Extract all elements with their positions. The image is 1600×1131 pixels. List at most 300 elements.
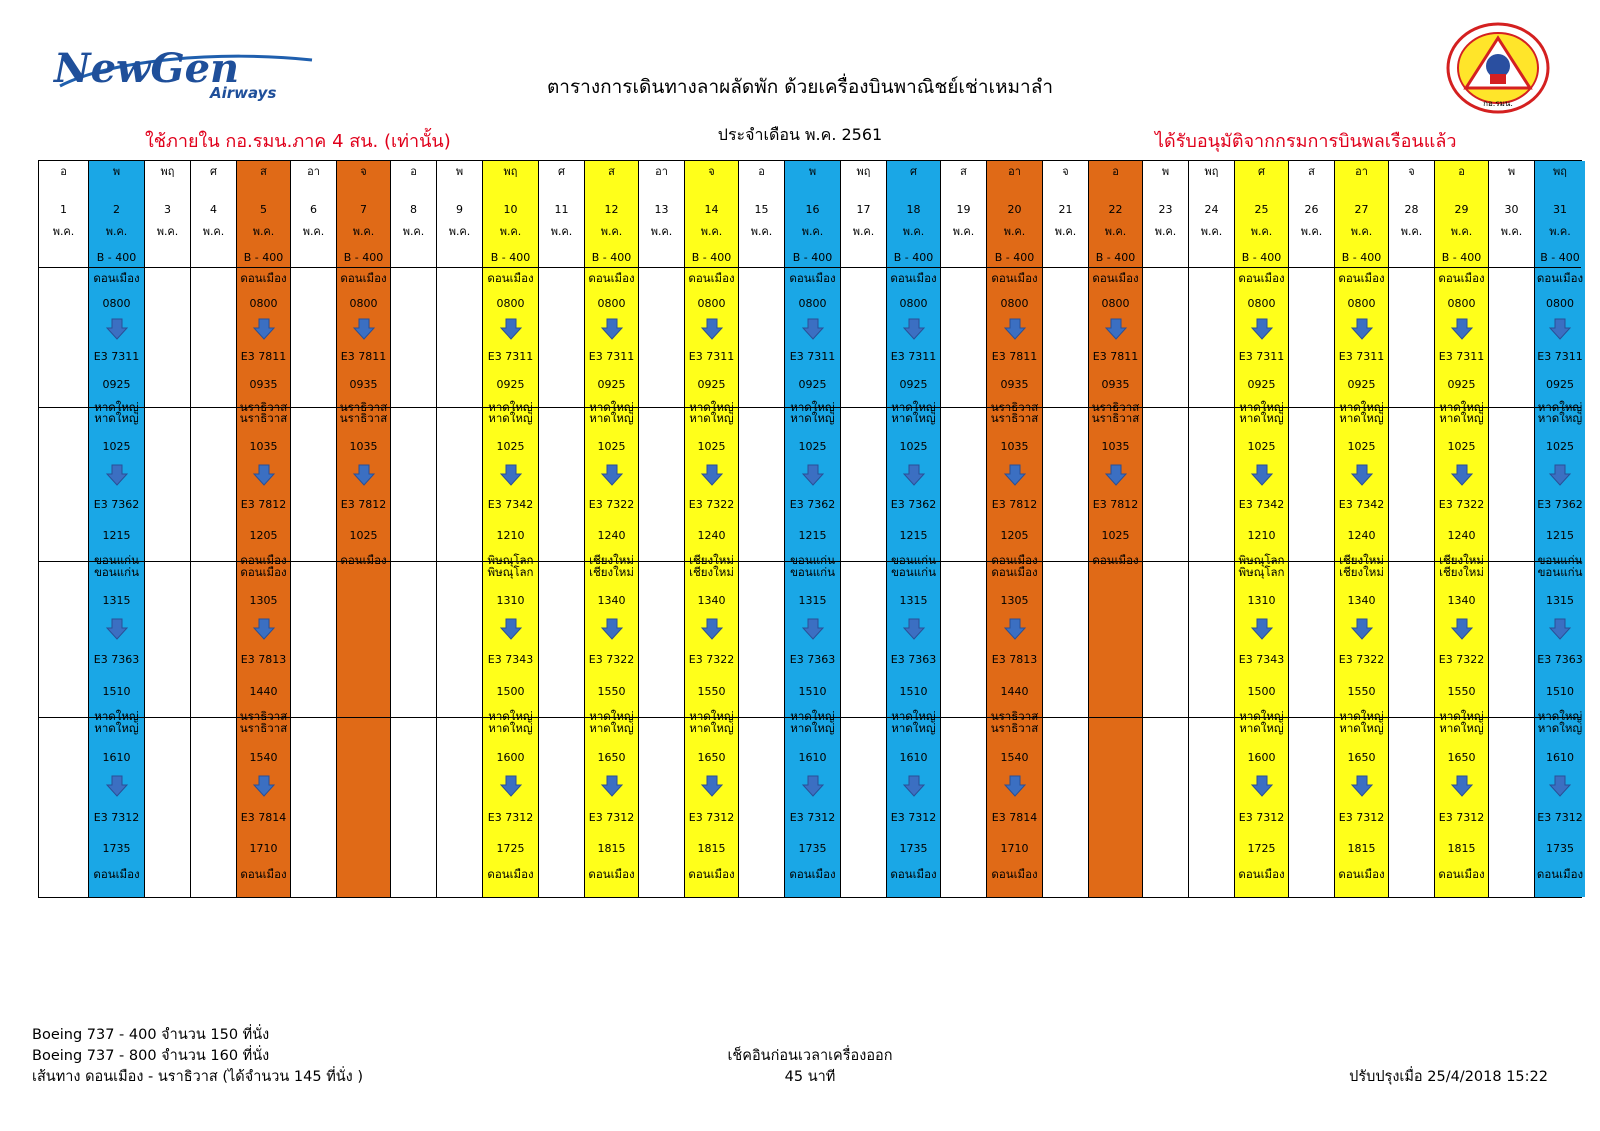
day-column-7 bbox=[337, 161, 391, 897]
aircraft-line-1: Boeing 737 - 400 จำนวน 150 ที่นั่ง bbox=[32, 1027, 270, 1043]
day-date: 25 bbox=[1254, 203, 1269, 216]
arrival-time: 0925 bbox=[697, 378, 726, 392]
day-date: 4 bbox=[210, 203, 217, 216]
destination-airport: ดอนเมือง bbox=[890, 866, 937, 881]
destination-airport: ดอนเมือง bbox=[789, 866, 836, 881]
destination-airport: ดอนเมือง bbox=[93, 866, 140, 881]
departure-time: 1650 bbox=[1347, 750, 1376, 764]
destination-airport: ขอนแก่น bbox=[94, 552, 139, 567]
origin-airport: นราธิวาส bbox=[339, 411, 388, 426]
day-month: พ.ค. bbox=[352, 225, 375, 238]
arrival-time: 0935 bbox=[1000, 378, 1029, 392]
day-month: พ.ค. bbox=[1154, 225, 1177, 238]
arrival-time: 1240 bbox=[597, 529, 626, 543]
day-column-6 bbox=[291, 161, 337, 897]
origin-airport: ดอนเมือง bbox=[1092, 270, 1139, 285]
day-date: 1 bbox=[60, 203, 67, 216]
departure-time: 1305 bbox=[1000, 594, 1029, 608]
day-of-week: ส bbox=[1308, 165, 1315, 178]
flight-number: E3 7322 bbox=[1438, 653, 1485, 667]
month-label: ประจำเดือน พ.ค. 2561 bbox=[717, 125, 883, 144]
origin-airport: ดอนเมือง bbox=[1238, 270, 1285, 285]
aircraft-type: B - 400 bbox=[490, 251, 531, 264]
day-column-25 bbox=[1235, 161, 1289, 897]
destination-airport: หาดใหญ่ bbox=[891, 708, 936, 723]
aircraft-type: B - 400 bbox=[1095, 251, 1136, 264]
arrival-time: 1510 bbox=[798, 684, 827, 698]
origin-airport: หาดใหญ่ bbox=[891, 721, 936, 736]
arrival-time: 1550 bbox=[1347, 684, 1376, 698]
arrival-time: 1510 bbox=[899, 684, 928, 698]
origin-airport: นราธิวาส bbox=[239, 411, 288, 426]
down-arrow-icon bbox=[601, 464, 623, 486]
origin-airport: หาดใหญ่ bbox=[488, 721, 533, 736]
down-arrow-icon bbox=[353, 318, 375, 340]
arrival-time: 1215 bbox=[102, 529, 131, 543]
day-date: 11 bbox=[554, 203, 569, 216]
departure-time: 0800 bbox=[102, 297, 131, 310]
arrival-time: 1815 bbox=[597, 842, 626, 856]
destination-airport: หาดใหญ่ bbox=[1439, 399, 1484, 414]
flight-number: E3 7312 bbox=[890, 810, 937, 824]
day-date: 29 bbox=[1454, 203, 1469, 216]
departure-time: 0800 bbox=[1347, 297, 1376, 310]
down-arrow-icon bbox=[500, 464, 522, 486]
internal-use-note: ใช้ภายใน กอ.รมน.ภาค 4 สน. (เท่านั้น) bbox=[145, 131, 451, 152]
departure-time: 0800 bbox=[697, 297, 726, 310]
page-title: ตารางการเดินทางลาผลัดพัก ด้วยเครื่องบินพาณิชย์เช่าเหมาลำ bbox=[546, 76, 1054, 98]
day-column-17 bbox=[841, 161, 887, 897]
down-arrow-icon bbox=[701, 618, 723, 640]
origin-airport: นราธิวาส bbox=[990, 721, 1039, 736]
day-month: พ.ค. bbox=[448, 225, 471, 238]
origin-airport: หาดใหญ่ bbox=[94, 411, 139, 426]
departure-time: 0800 bbox=[349, 297, 378, 310]
flight-number: E3 7362 bbox=[890, 498, 937, 512]
flight-number: E3 7322 bbox=[588, 498, 635, 512]
down-arrow-icon bbox=[802, 618, 824, 640]
down-arrow-icon bbox=[903, 618, 925, 640]
day-of-week: พฤ bbox=[160, 165, 175, 178]
departure-time: 1610 bbox=[102, 750, 131, 764]
flight-number: E3 7363 bbox=[93, 653, 140, 667]
origin-airport: พิษณุโลก bbox=[1238, 565, 1285, 580]
arrival-time: 1500 bbox=[496, 684, 525, 698]
origin-airport: ดอนเมือง bbox=[1338, 270, 1385, 285]
destination-airport: ดอนเมือง bbox=[1536, 866, 1584, 881]
origin-airport: หาดใหญ่ bbox=[1239, 721, 1284, 736]
down-arrow-icon bbox=[353, 464, 375, 486]
arrival-time: 1510 bbox=[102, 684, 131, 698]
aircraft-type: B - 400 bbox=[1441, 251, 1482, 264]
day-column-4 bbox=[191, 161, 237, 897]
row-separator bbox=[39, 717, 1581, 718]
arrival-time: 1725 bbox=[496, 842, 525, 856]
flight-number: E3 7812 bbox=[991, 498, 1038, 512]
flight-number: E3 7311 bbox=[1338, 350, 1385, 364]
down-arrow-icon bbox=[701, 318, 723, 340]
seal-text: กอ.รมน. bbox=[1483, 99, 1513, 108]
departure-time: 1610 bbox=[899, 750, 928, 764]
arrival-time: 1735 bbox=[1546, 842, 1574, 856]
flight-number: E3 7342 bbox=[1238, 498, 1285, 512]
day-date: 18 bbox=[906, 203, 921, 216]
destination-airport: หาดใหญ่ bbox=[488, 399, 533, 414]
departure-time: 1310 bbox=[1247, 594, 1276, 608]
departure-time: 1340 bbox=[697, 594, 726, 608]
origin-airport: ดอนเมือง bbox=[588, 270, 635, 285]
departure-time: 0800 bbox=[597, 297, 626, 310]
arrival-time: 1210 bbox=[1247, 529, 1276, 543]
departure-time: 1035 bbox=[349, 439, 378, 453]
destination-airport: ดอนเมือง bbox=[240, 866, 287, 881]
arrival-time: 1025 bbox=[1101, 529, 1130, 543]
departure-time: 1650 bbox=[597, 750, 626, 764]
day-column-11 bbox=[539, 161, 585, 897]
aircraft-info bbox=[32, 1025, 363, 1088]
day-month: พ.ค. bbox=[202, 225, 225, 238]
day-month: พ.ค. bbox=[1300, 225, 1323, 238]
flight-number: E3 7811 bbox=[340, 350, 387, 364]
day-date: 14 bbox=[704, 203, 719, 216]
destination-airport: พิษณุโลก bbox=[487, 552, 534, 567]
departure-time: 0800 bbox=[249, 297, 278, 310]
flight-number: E3 7343 bbox=[1238, 653, 1285, 667]
day-of-week: จ bbox=[1062, 165, 1069, 178]
origin-airport: ดอนเมือง bbox=[487, 270, 534, 285]
flight-number: E3 7322 bbox=[688, 498, 735, 512]
down-arrow-icon bbox=[1105, 464, 1127, 486]
day-column-12 bbox=[585, 161, 639, 897]
origin-airport: หาดใหญ่ bbox=[488, 411, 533, 426]
flight-number: E3 7814 bbox=[240, 810, 287, 824]
destination-airport: นราธิวาส bbox=[239, 399, 288, 414]
day-date: 10 bbox=[503, 203, 518, 216]
day-date: 26 bbox=[1304, 203, 1319, 216]
flight-number: E3 7342 bbox=[487, 498, 534, 512]
destination-airport: ดอนเมือง bbox=[487, 866, 534, 881]
down-arrow-icon bbox=[601, 775, 623, 797]
down-arrow-icon bbox=[1451, 618, 1473, 640]
flight-number: E3 7312 bbox=[789, 810, 836, 824]
origin-airport: หาดใหญ่ bbox=[589, 411, 634, 426]
destination-airport: หาดใหญ่ bbox=[1239, 708, 1284, 723]
row-separator bbox=[39, 267, 1581, 268]
day-month: พ.ค. bbox=[650, 225, 673, 238]
day-date: 15 bbox=[754, 203, 769, 216]
day-column-8 bbox=[391, 161, 437, 897]
departure-time: 1610 bbox=[1546, 750, 1574, 764]
aircraft-line-2: Boeing 737 - 800 จำนวน 160 ที่นั่ง bbox=[32, 1048, 270, 1064]
day-of-week: ศ bbox=[910, 165, 917, 178]
arrival-time: 1240 bbox=[1347, 529, 1376, 543]
aircraft-type: B - 400 bbox=[792, 251, 833, 264]
origin-airport: หาดใหญ่ bbox=[790, 411, 835, 426]
flight-number: E3 7312 bbox=[1338, 810, 1385, 824]
day-date: 20 bbox=[1007, 203, 1022, 216]
day-of-week: พฤ bbox=[1204, 165, 1219, 178]
day-date: 21 bbox=[1058, 203, 1073, 216]
arrival-time: 0935 bbox=[1101, 378, 1130, 392]
origin-airport: ขอนแก่น bbox=[891, 565, 936, 580]
origin-airport: หาดใหญ่ bbox=[1537, 411, 1583, 426]
day-month: พ.ค. bbox=[105, 225, 128, 238]
flight-number: E3 7312 bbox=[487, 810, 534, 824]
destination-airport: ดอนเมือง bbox=[688, 866, 735, 881]
day-column-30 bbox=[1489, 161, 1535, 897]
departure-time: 1025 bbox=[798, 439, 827, 453]
arrival-time: 1240 bbox=[1447, 529, 1476, 543]
destination-airport: ดอนเมือง bbox=[340, 552, 387, 567]
destination-airport: เชียงใหม่ bbox=[589, 552, 634, 567]
departure-time: 0800 bbox=[798, 297, 827, 310]
day-of-week: ส bbox=[960, 165, 967, 178]
destination-airport: หาดใหญ่ bbox=[1339, 399, 1384, 414]
day-month: พ.ค. bbox=[952, 225, 975, 238]
departure-time: 1315 bbox=[899, 594, 928, 608]
day-column-10 bbox=[483, 161, 539, 897]
aircraft-type: B - 400 bbox=[1341, 251, 1382, 264]
arrival-time: 1550 bbox=[597, 684, 626, 698]
origin-airport: หาดใหญ่ bbox=[1339, 721, 1384, 736]
day-of-week: ศ bbox=[558, 165, 565, 178]
destination-airport: ขอนแก่น bbox=[891, 552, 936, 567]
departure-time: 1035 bbox=[1101, 439, 1130, 453]
destination-airport: พิษณุโลก bbox=[1238, 552, 1285, 567]
origin-airport: ดอนเมือง bbox=[240, 270, 287, 285]
day-column-15 bbox=[739, 161, 785, 897]
aircraft-type: B - 400 bbox=[96, 251, 137, 264]
aircraft-type: B - 400 bbox=[591, 251, 632, 264]
down-arrow-icon bbox=[1451, 318, 1473, 340]
origin-airport: ขอนแก่น bbox=[94, 565, 139, 580]
destination-airport: ดอนเมือง bbox=[1438, 866, 1485, 881]
day-date: 2 bbox=[113, 203, 120, 216]
destination-airport: ดอนเมือง bbox=[991, 866, 1038, 881]
down-arrow-icon bbox=[903, 318, 925, 340]
destination-airport: นราธิวาส bbox=[990, 399, 1039, 414]
destination-airport: ดอนเมือง bbox=[1338, 866, 1385, 881]
day-month: พ.ค. bbox=[902, 225, 925, 238]
day-date: 7 bbox=[360, 203, 367, 216]
arrival-time: 1735 bbox=[899, 842, 928, 856]
aircraft-type: B - 400 bbox=[1540, 251, 1580, 264]
down-arrow-icon bbox=[802, 775, 824, 797]
down-arrow-icon bbox=[253, 318, 275, 340]
flight-number: E3 7311 bbox=[890, 350, 937, 364]
day-month: พ.ค. bbox=[1400, 225, 1423, 238]
destination-airport: หาดใหญ่ bbox=[589, 399, 634, 414]
down-arrow-icon bbox=[106, 775, 128, 797]
arrival-time: 0925 bbox=[1447, 378, 1476, 392]
departure-time: 0800 bbox=[1247, 297, 1276, 310]
down-arrow-icon bbox=[802, 318, 824, 340]
day-column-1 bbox=[39, 161, 89, 897]
destination-airport: หาดใหญ่ bbox=[1537, 399, 1583, 414]
aircraft-type: B - 400 bbox=[243, 251, 284, 264]
arrival-time: 1240 bbox=[697, 529, 726, 543]
day-of-week: พฤ bbox=[856, 165, 871, 178]
destination-airport: หาดใหญ่ bbox=[1239, 399, 1284, 414]
day-of-week: พ bbox=[808, 165, 817, 178]
arrival-time: 1550 bbox=[1447, 684, 1476, 698]
down-arrow-icon bbox=[1251, 618, 1273, 640]
flight-number: E3 7312 bbox=[688, 810, 735, 824]
origin-airport: เชียงใหม่ bbox=[689, 565, 734, 580]
departure-time: 1315 bbox=[102, 594, 131, 608]
arrival-time: 1725 bbox=[1247, 842, 1276, 856]
destination-airport: นราธิวาส bbox=[339, 399, 388, 414]
aircraft-type: B - 400 bbox=[994, 251, 1035, 264]
origin-airport: หาดใหญ่ bbox=[790, 721, 835, 736]
down-arrow-icon bbox=[253, 618, 275, 640]
day-of-week: จ bbox=[1408, 165, 1415, 178]
down-arrow-icon bbox=[106, 464, 128, 486]
day-month: พ.ค. bbox=[852, 225, 875, 238]
day-month: พ.ค. bbox=[499, 225, 522, 238]
destination-airport: หาดใหญ่ bbox=[1339, 708, 1384, 723]
brand-sub: Airways bbox=[210, 84, 277, 102]
origin-airport: ขอนแก่น bbox=[790, 565, 835, 580]
arrival-time: 1215 bbox=[798, 529, 827, 543]
updated-timestamp: ปรับปรุงเมื่อ 25/4/2018 15:22 bbox=[1349, 1069, 1548, 1085]
day-column-3 bbox=[145, 161, 191, 897]
down-arrow-icon bbox=[106, 618, 128, 640]
day-of-week: พ bbox=[1161, 165, 1170, 178]
down-arrow-icon bbox=[106, 318, 128, 340]
day-column-19 bbox=[941, 161, 987, 897]
day-month: พ.ค. bbox=[52, 225, 75, 238]
arrival-time: 1735 bbox=[798, 842, 827, 856]
day-of-week: อ bbox=[410, 165, 417, 178]
destination-airport: เชียงใหม่ bbox=[1439, 552, 1484, 567]
destination-airport: ดอนเมือง bbox=[991, 552, 1038, 567]
day-date: 24 bbox=[1204, 203, 1219, 216]
flight-number: E3 7814 bbox=[991, 810, 1038, 824]
day-column-14 bbox=[685, 161, 739, 897]
departure-time: 0800 bbox=[1546, 297, 1574, 310]
destination-airport: หาดใหญ่ bbox=[1537, 708, 1583, 723]
day-date: 9 bbox=[456, 203, 463, 216]
destination-airport: ขอนแก่น bbox=[1537, 552, 1583, 567]
origin-airport: ดอนเมือง bbox=[93, 270, 140, 285]
flight-number: E3 7322 bbox=[1438, 498, 1485, 512]
departure-time: 1600 bbox=[1247, 750, 1276, 764]
day-month: พ.ค. bbox=[1549, 225, 1571, 238]
approval-note: ได้รับอนุมัติจากกรมการบินพลเรือนแล้ว bbox=[1155, 131, 1457, 152]
arrival-time: 1735 bbox=[102, 842, 131, 856]
day-date: 8 bbox=[410, 203, 417, 216]
down-arrow-icon bbox=[253, 464, 275, 486]
down-arrow-icon bbox=[1549, 318, 1571, 340]
destination-airport: หาดใหญ่ bbox=[891, 399, 936, 414]
origin-airport: พิษณุโลก bbox=[487, 565, 534, 580]
departure-time: 1650 bbox=[1447, 750, 1476, 764]
checkin-line-2: 45 นาที bbox=[784, 1069, 836, 1085]
departure-time: 0800 bbox=[1000, 297, 1029, 310]
day-column-29 bbox=[1435, 161, 1489, 897]
departure-time: 1610 bbox=[798, 750, 827, 764]
down-arrow-icon bbox=[1251, 775, 1273, 797]
down-arrow-icon bbox=[500, 775, 522, 797]
day-date: 27 bbox=[1354, 203, 1369, 216]
day-column-13 bbox=[639, 161, 685, 897]
flight-number: E3 7813 bbox=[991, 653, 1038, 667]
destination-airport: หาดใหญ่ bbox=[589, 708, 634, 723]
day-of-week: อา bbox=[1355, 165, 1368, 178]
arrival-time: 0925 bbox=[496, 378, 525, 392]
down-arrow-icon bbox=[1549, 464, 1571, 486]
day-of-week: พ bbox=[1507, 165, 1516, 178]
departure-time: 1025 bbox=[899, 439, 928, 453]
departure-time: 1025 bbox=[1447, 439, 1476, 453]
flight-number: E3 7362 bbox=[93, 498, 140, 512]
origin-airport: หาดใหญ่ bbox=[589, 721, 634, 736]
day-month: พ.ค. bbox=[600, 225, 623, 238]
origin-airport: ดอนเมือง bbox=[1536, 270, 1584, 285]
origin-airport: นราธิวาส bbox=[1091, 411, 1140, 426]
day-month: พ.ค. bbox=[750, 225, 773, 238]
departure-time: 1305 bbox=[249, 594, 278, 608]
departure-time: 1315 bbox=[798, 594, 827, 608]
day-column-24 bbox=[1189, 161, 1235, 897]
arrival-time: 1710 bbox=[249, 842, 278, 856]
origin-airport: ขอนแก่น bbox=[1537, 565, 1583, 580]
day-month: พ.ค. bbox=[550, 225, 573, 238]
flight-number: E3 7311 bbox=[487, 350, 534, 364]
arrival-time: 1215 bbox=[899, 529, 928, 543]
arrival-time: 0925 bbox=[798, 378, 827, 392]
aircraft-type: B - 400 bbox=[691, 251, 732, 264]
arrival-time: 1205 bbox=[1000, 529, 1029, 543]
down-arrow-icon bbox=[1004, 318, 1026, 340]
destination-airport: หาดใหญ่ bbox=[790, 708, 835, 723]
day-column-22 bbox=[1089, 161, 1143, 897]
day-date: 13 bbox=[654, 203, 669, 216]
flight-number: E3 7312 bbox=[1537, 810, 1583, 824]
origin-airport: เชียงใหม่ bbox=[1439, 565, 1484, 580]
destination-airport: หาดใหญ่ bbox=[790, 399, 835, 414]
down-arrow-icon bbox=[701, 464, 723, 486]
day-month: พ.ค. bbox=[402, 225, 425, 238]
flight-number: E3 7363 bbox=[789, 653, 836, 667]
destination-airport: ดอนเมือง bbox=[588, 866, 635, 881]
day-date: 6 bbox=[310, 203, 317, 216]
down-arrow-icon bbox=[903, 775, 925, 797]
arrival-time: 0925 bbox=[597, 378, 626, 392]
departure-time: 1025 bbox=[496, 439, 525, 453]
destination-airport: เชียงใหม่ bbox=[689, 552, 734, 567]
departure-time: 1025 bbox=[597, 439, 626, 453]
day-column-2 bbox=[89, 161, 145, 897]
destination-airport: หาดใหญ่ bbox=[689, 399, 734, 414]
arrival-time: 1205 bbox=[249, 529, 278, 543]
departure-time: 0800 bbox=[1101, 297, 1130, 310]
origin-airport: เชียงใหม่ bbox=[589, 565, 634, 580]
flight-number: E3 7812 bbox=[340, 498, 387, 512]
origin-airport: หาดใหญ่ bbox=[1439, 411, 1484, 426]
day-of-week: อ bbox=[1458, 165, 1465, 178]
arrival-time: 1500 bbox=[1247, 684, 1276, 698]
day-date: 16 bbox=[805, 203, 820, 216]
arrival-time: 0935 bbox=[249, 378, 278, 392]
arrival-time: 1440 bbox=[249, 684, 278, 698]
flight-number: E3 7812 bbox=[1092, 498, 1139, 512]
down-arrow-icon bbox=[1251, 464, 1273, 486]
day-month: พ.ค. bbox=[700, 225, 723, 238]
destination-airport: นราธิวาส bbox=[1091, 399, 1140, 414]
day-month: พ.ค. bbox=[801, 225, 824, 238]
